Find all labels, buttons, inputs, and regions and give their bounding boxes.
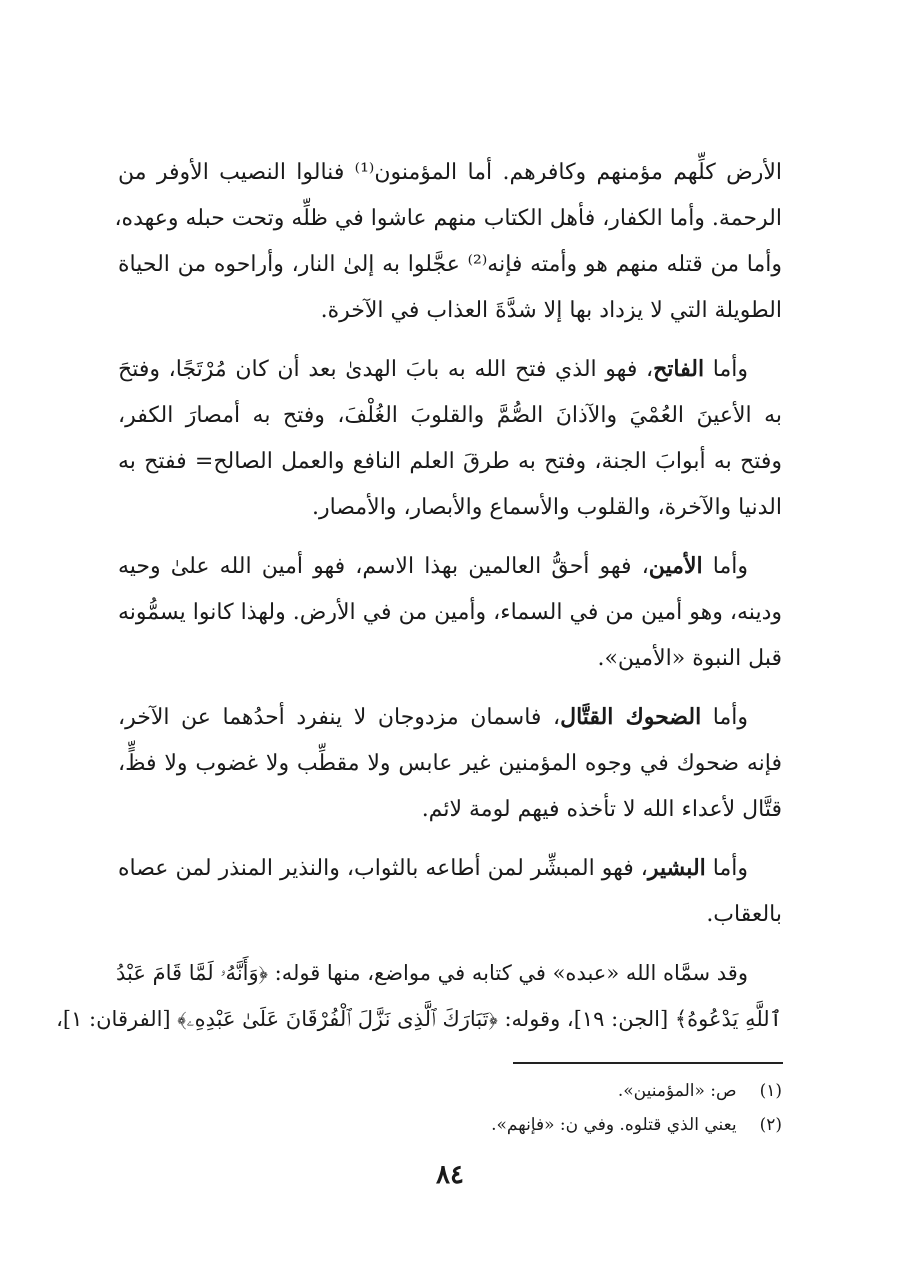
footnote-number: (٢) — [759, 1115, 782, 1135]
page-number: ٨٤ — [436, 1160, 464, 1190]
text-run: ، فهو المبشِّر لمن أطاعه بالثواب، والنذير المنذر لمن عصاه — [118, 856, 648, 881]
text-run: ، فهو الذي فتح الله به بابَ الهدىٰ بعد أن كان مُرْتَجًا، وفتحَ — [118, 357, 654, 382]
text-run: وأما — [702, 554, 748, 579]
text-line — [118, 845, 782, 892]
footnote-item — [118, 1074, 782, 1108]
text-line: فإنه ضحوك في وجوه المؤمنين غير عابس ولا مقطِّب ولا غضوب ولا فظٍّ، — [118, 751, 782, 776]
text-line: الرحمة. وأما الكفار، فأهل الكتاب منهم عاشوا في ظلِّه وتحت حبله وعهده، — [114, 206, 782, 231]
text-run: ، فهو أحقُّ العالمين بهذا الاسم، فهو أمين الله علىٰ وحيه — [118, 554, 649, 579]
text-line: ٱللَّهِ يَدْعُوهُ﴾ [الجن: ١٩]، وقوله: ﴿تَبَارَكَ ٱلَّذِى نَزَّلَ ٱلْفُرْقَانَ عَلَىٰ عَبْدِهِۦ﴾ [الفرقان: ١]، — [56, 1007, 782, 1031]
text-line: قتَّال لأعداء الله لا تأخذه فيهم لومة لائم. — [421, 797, 782, 822]
bold-term: البشير — [647, 855, 706, 881]
bold-term: الأمين — [648, 553, 703, 579]
footnote-item — [118, 1108, 782, 1142]
paragraph-abduhu — [56, 950, 782, 1042]
paragraph-ad-dahuk — [118, 694, 782, 833]
text-line — [118, 543, 782, 590]
text-line: قبل النبوة «الأمين». — [597, 646, 782, 671]
footnote-divider — [513, 1062, 783, 1064]
text-line — [118, 346, 782, 393]
text-line: بالعقاب. — [706, 902, 782, 927]
text-run: ، فاسمان مزدوجان لا ينفرد أحدُهما عن الآخر، — [118, 705, 561, 730]
text-line: وقد سمَّاه الله «عبده» في كتابه في مواضع، منها قوله: ﴿وَأَنَّهُۥ لَمَّا قَامَ عَبْدُ — [116, 961, 748, 985]
text-run: وأما — [701, 705, 748, 730]
text-run: وأما — [704, 357, 748, 382]
text-line: الأرض كلِّهم مؤمنهم وكافرهم. أما المؤمنون⁽¹⁾ فنالوا النصيب الأوفر من — [118, 160, 782, 185]
paragraph-al-bashir — [118, 845, 782, 938]
footnote-number: (١) — [759, 1081, 782, 1101]
text-line: الدنيا والآخرة، والقلوب والأسماع والأبصار، والأمصار. — [311, 495, 782, 520]
text-line: الطويلة التي لا يزداد بها إلا شدَّةَ العذاب في الآخرة. — [320, 298, 782, 323]
paragraph-al-amin — [118, 543, 782, 682]
footnote-text: ص: «المؤمنين». — [617, 1081, 737, 1101]
footnotes — [118, 1074, 782, 1142]
bold-term: الضحوك القتَّال — [560, 704, 702, 730]
text-line — [118, 694, 782, 741]
paragraph-1 — [114, 150, 782, 334]
text-line: وأما من قتله منهم هو وأمته فإنه⁽²⁾ عجَّلوا به إلىٰ النار، وأراحوه من الحياة — [118, 252, 782, 277]
paragraph-al-fatih — [118, 346, 782, 531]
page-body — [56, 150, 782, 1054]
bold-term: الفاتح — [653, 356, 705, 382]
text-line: ودينه، وهو أمين من في السماء، وأمين من في الأرض. ولهذا كانوا يسمُّونه — [118, 600, 782, 625]
text-run: وأما — [705, 856, 749, 881]
footnote-text: يعني الذي قتلوه. وفي ن: «فإنهم». — [491, 1115, 737, 1135]
text-line: به الأعينَ العُمْيَ والآذانَ الصُّمَّ والقلوبَ الغُلْفَ، وفتح به أمصارَ الكفر، — [118, 403, 782, 428]
text-line: وفتح به أبوابَ الجنة، وفتح به طرقَ العلم النافع والعمل الصالح= ففتح به — [118, 449, 782, 474]
